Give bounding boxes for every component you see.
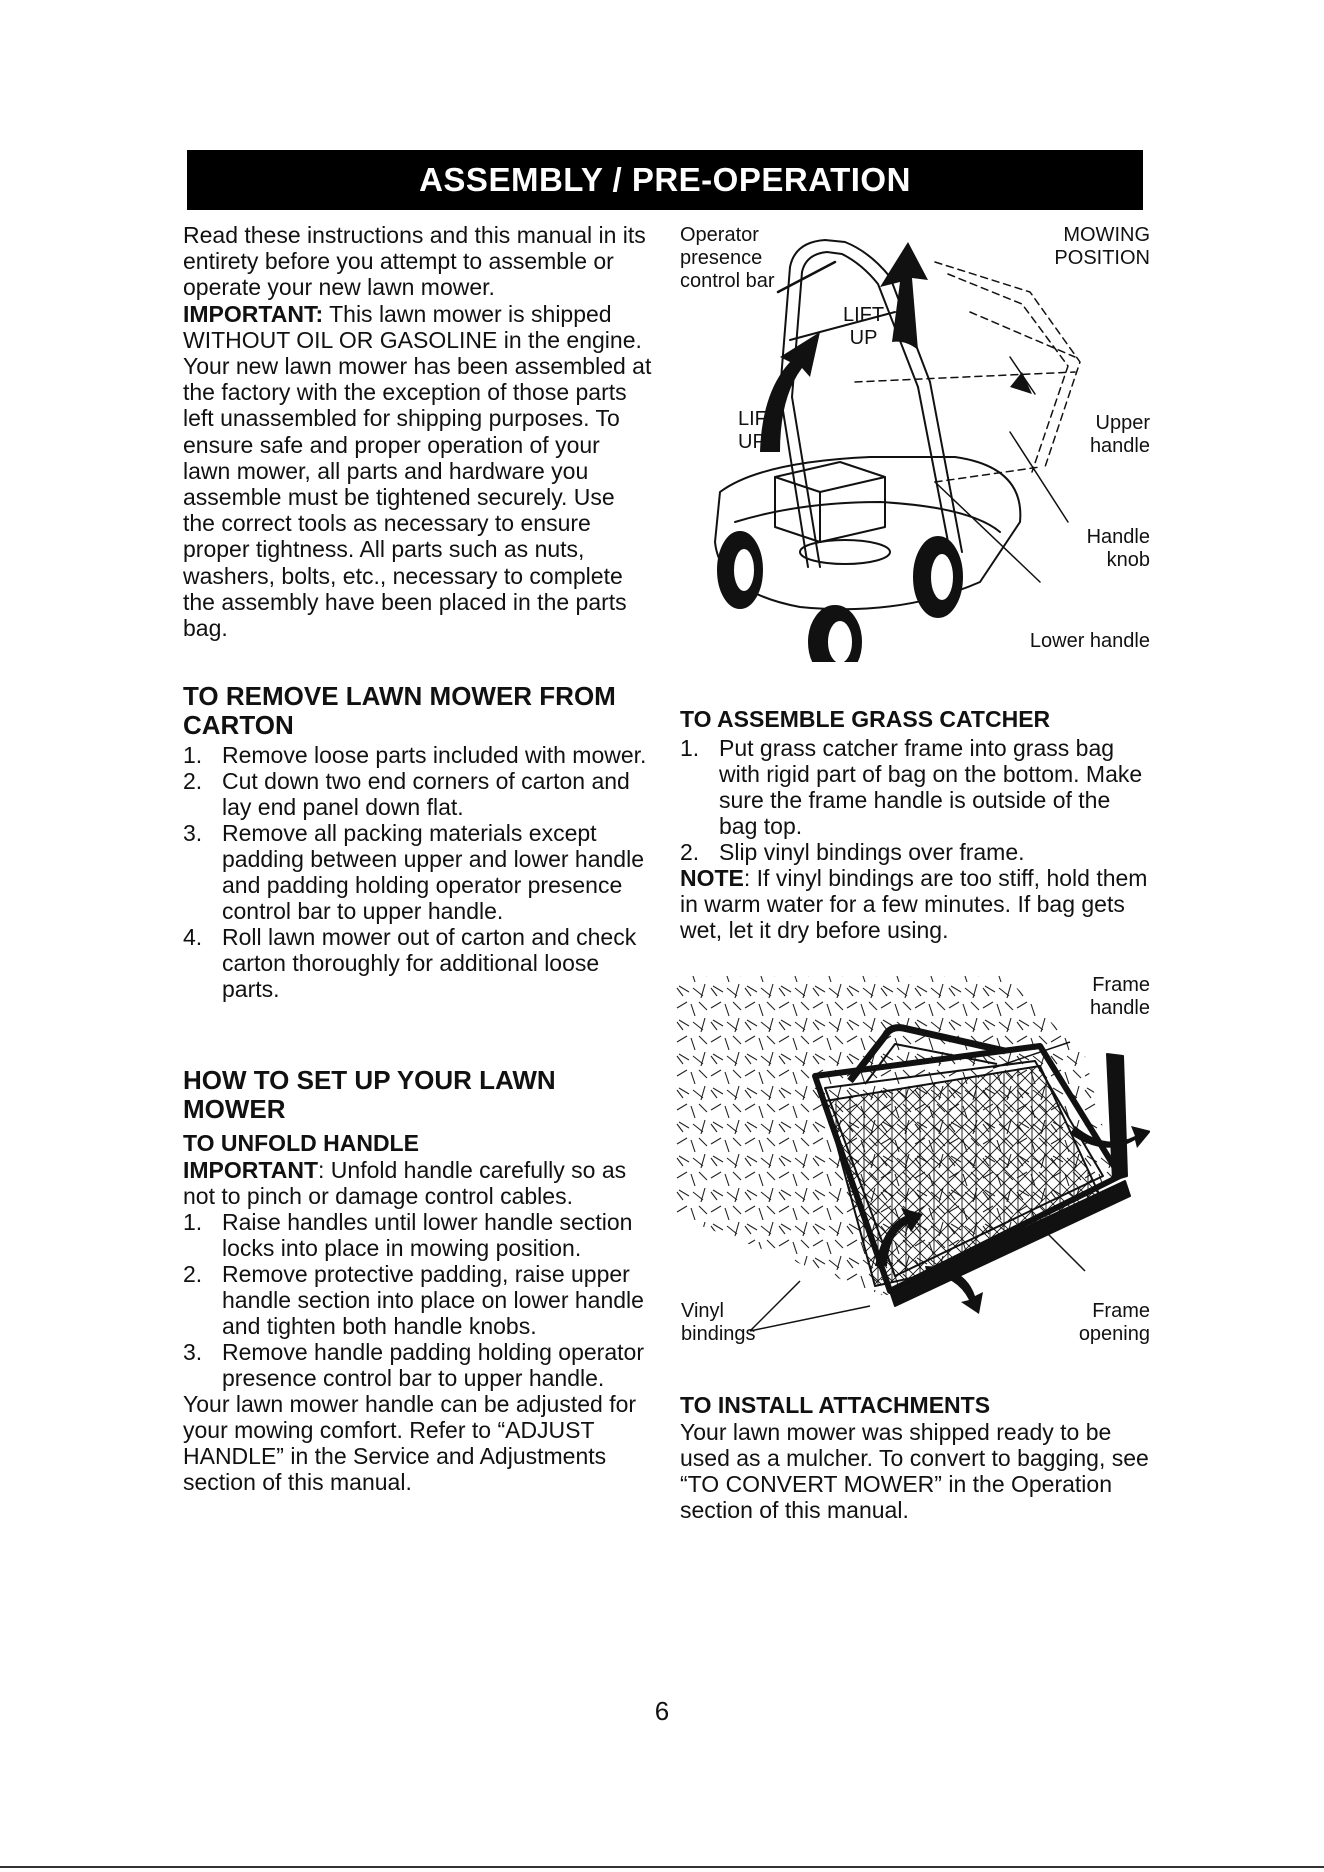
step-number: 2. <box>183 768 203 794</box>
setup-steps <box>183 1209 653 1391</box>
label-line: Operator <box>680 224 759 246</box>
catcher-section <box>680 706 1150 943</box>
page-number: 6 <box>654 1696 670 1726</box>
upper-handle-label <box>1090 412 1150 458</box>
list-item <box>183 1261 653 1339</box>
list-item <box>183 768 653 820</box>
label-line: Handle <box>1086 526 1150 548</box>
lower-handle-label: Lower handle <box>1029 630 1150 652</box>
important-label: IMPORTANT <box>183 1157 319 1183</box>
catcher-heading: TO ASSEMBLE GRASS CATCHER <box>680 706 1051 732</box>
catcher-steps <box>680 735 1150 865</box>
important-text: This lawn mower is shipped WITHOUT OIL OR GASOLINE in the engine. <box>183 300 642 353</box>
note-label: NOTE <box>680 865 744 891</box>
list-item <box>183 742 653 768</box>
catcher-note <box>680 865 1150 943</box>
step-number: 1. <box>183 1209 203 1235</box>
mowing-position-label <box>1054 224 1150 270</box>
label-line: opening <box>1078 1323 1150 1345</box>
remove-section <box>183 682 653 1002</box>
step-text: Remove loose parts included with mower. <box>222 742 647 768</box>
remove-heading: TO REMOVE LAWN MOWER FROM CARTON <box>183 681 616 740</box>
step-number: 2. <box>183 1261 203 1287</box>
step-number: 1. <box>680 735 700 761</box>
step-text: Remove handle padding holding operator presence control bar to upper handle. <box>222 1339 644 1391</box>
setup-important <box>183 1157 653 1209</box>
label-line: MOWING <box>1063 224 1150 246</box>
label-line: Upper <box>1095 412 1150 434</box>
label-line: knob <box>1106 549 1150 571</box>
intro <box>183 222 653 641</box>
label-line: control bar <box>680 270 775 292</box>
attachments-heading: TO INSTALL ATTACHMENTS <box>680 1392 991 1418</box>
step-text: Cut down two end corners of carton and lay end panel down flat. <box>222 768 630 820</box>
list-item <box>183 1339 653 1391</box>
list-item <box>680 839 1150 865</box>
section-banner: ASSEMBLY / PRE-OPERATION <box>187 150 1143 210</box>
label-line: Frame <box>1092 1300 1150 1322</box>
label-line: LIFT <box>738 408 780 430</box>
attachments-section <box>680 1392 1150 1523</box>
step-text: Put grass catcher frame into grass bag with rigid part of bag on the bottom. Make sure the frame handle is outside of the bag top. <box>719 735 1143 839</box>
step-text: Slip vinyl bindings over frame. <box>719 839 1025 865</box>
grass-catcher-figure <box>675 966 1150 1356</box>
label-line: bindings <box>681 1323 756 1345</box>
label-line: LIFT <box>843 304 885 326</box>
list-item <box>183 820 653 924</box>
frame-opening-label <box>1079 1300 1150 1346</box>
step-text: Remove protective padding, raise upper handle section into place on lower handle and tighten both handle knobs. <box>222 1261 644 1339</box>
grass-catcher-illustration <box>675 966 1150 1356</box>
step-number: 2. <box>680 839 700 865</box>
unfold-handle-heading: TO UNFOLD HANDLE <box>183 1130 419 1156</box>
list-item <box>183 1209 653 1261</box>
list-item <box>183 924 653 1002</box>
mower-figure <box>680 222 1150 662</box>
important-label: IMPORTANT: <box>183 300 324 327</box>
step-text: Roll lawn mower out of carton and check carton thoroughly for additional loose parts. <box>222 924 637 1002</box>
label-line: presence <box>680 247 763 269</box>
setup-heading: HOW TO SET UP YOUR LAWN MOWER <box>183 1065 556 1124</box>
step-number: 4. <box>183 924 203 950</box>
label-line: Vinyl <box>681 1300 724 1322</box>
attachments-text: Your lawn mower was shipped ready to be used as a mulcher. To convert to bagging, see “TO CONVERT MOWER” in the Operation section of this manual. <box>680 1419 1149 1523</box>
note-text: : If vinyl bindings are too stiff, hold them in warm water for a few minutes. If bag gets wet, let it dry before using. <box>680 865 1148 943</box>
label-line: handle <box>1089 997 1150 1019</box>
setup-section <box>183 1066 653 1495</box>
label-line: Frame <box>1092 974 1150 996</box>
intro-assembly-paragraph: Your new lawn mower has been assembled at the factory with the exception of those parts left unassembled for shipping purposes. To ensure safe and proper operation of your lawn mower, all parts and hardware you assemble must be tightened securely. Use the correct tools as necessary to ensure proper tightness. All parts such as nuts, washers, bolts, etc., necessary to complete the assembly have been placed in the parts bag. <box>183 353 652 642</box>
lift-up-label-lower <box>738 408 779 454</box>
list-item <box>680 735 1150 839</box>
label-line: UP <box>849 327 878 349</box>
important-text: : Unfold handle carefully so as not to pinch or damage control cables. <box>183 1157 627 1209</box>
vinyl-bindings-label <box>681 1300 756 1346</box>
step-number: 3. <box>183 1339 203 1365</box>
remove-steps <box>183 742 653 1002</box>
intro-important <box>183 301 653 353</box>
setup-closing: Your lawn mower handle can be adjusted for your mowing comfort. Refer to “ADJUST HANDLE” in the Service and Adjustments section of this manual. <box>183 1391 637 1495</box>
handle-knob-label <box>1087 526 1150 572</box>
operator-presence-label <box>680 224 775 293</box>
step-text: Raise handles until lower handle section locks into place in mowing position. <box>222 1209 633 1261</box>
lift-up-label-upper <box>843 304 884 350</box>
frame-handle-label <box>1090 974 1150 1020</box>
label-line: UP <box>738 431 766 453</box>
bottom-rule <box>0 1866 1324 1868</box>
label-line: handle <box>1089 435 1150 457</box>
step-number: 1. <box>183 742 203 768</box>
label-line: POSITION <box>1054 247 1150 269</box>
step-text: Remove all packing materials except padding between upper and lower handle and padding holding operator presence control bar to upper handle. <box>222 820 644 924</box>
step-number: 3. <box>183 820 203 846</box>
intro-paragraph: Read these instructions and this manual in its entirety before you attempt to assemble or operate your new lawn mower. <box>183 222 646 301</box>
